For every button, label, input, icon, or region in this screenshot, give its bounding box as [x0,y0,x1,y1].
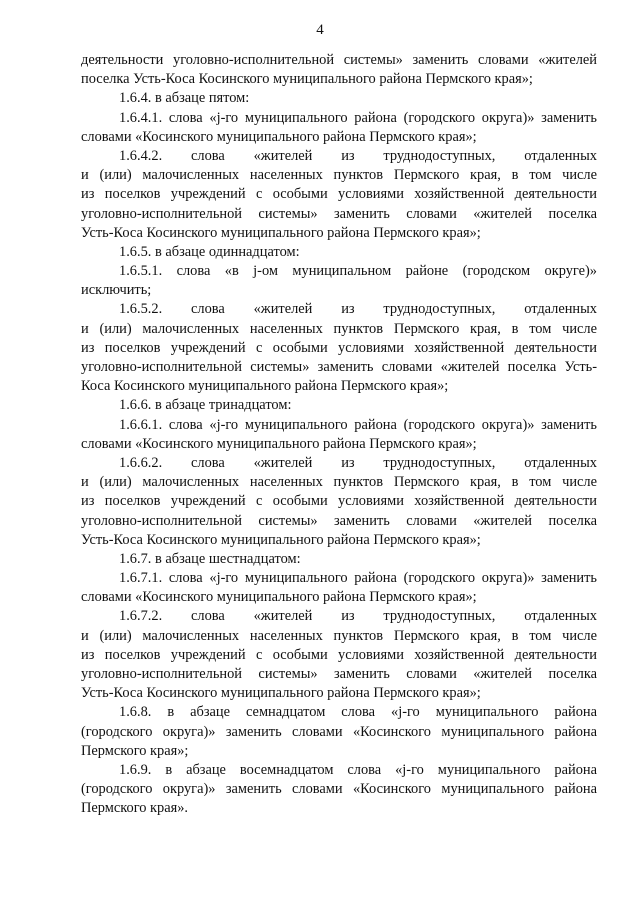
text-line: Усть-Коса Косинского муниципального района Пермского края»; [81,685,481,702]
text-line: и (или) малочисленных населенных пунктов Пермского края, в том числе [81,167,597,184]
text-line: 1.6.7.2. слова «жителей из труднодоступных, отдаленных [119,608,597,625]
text-line: и (или) малочисленных населенных пунктов Пермского края, в том числе [81,474,597,491]
text-line: из поселков учреждений с особыми условиями хозяйственной деятельности [81,186,597,203]
text-line: 1.6.6.2. слова «жителей из труднодоступных, отдаленных [119,454,597,471]
text-line: 1.6.4. в абзаце пятом: [119,90,250,107]
text-line: 1.6.7. в абзаце шестнадцатом: [119,550,301,567]
text-line: и (или) малочисленных населенных пунктов Пермского края, в том числе [81,627,597,644]
text-line: 1.6.7.1. слова «j-го муниципального района (городского округа)» заменить [119,570,597,587]
text-line: из поселков учреждений с особыми условиями хозяйственной деятельности [81,339,597,356]
text-line: Пермского края»; [81,742,189,759]
text-line: 1.6.9. в абзаце восемнадцатом слова «j-го муниципального района [119,761,597,778]
text-line: и (или) малочисленных населенных пунктов Пермского края, в том числе [81,320,597,337]
text-line: Усть-Коса Косинского муниципального района Пермского края»; [81,531,481,548]
document-body [81,51,597,819]
text-line: уголовно-исполнительной системы» заменить словами «жителей поселка Усть- [81,359,597,375]
text-line: уголовно-исполнительной системы» заменить словами «жителей поселка [81,666,597,682]
text-line: уголовно-исполнительной системы» заменить словами «жителей поселка [81,512,597,529]
page-number: 4 [316,22,324,38]
text-line: (городского округа)» заменить словами «Косинского муниципального района [81,781,597,798]
text-line: 1.6.5. в абзаце одиннадцатом: [119,243,300,260]
text-line: 1.6.4.2. слова «жителей из труднодоступных, отдаленных [119,147,597,164]
text-line: Коса Косинского муниципального района Пермского края»; [81,378,449,395]
text-line: 1.6.5.2. слова «жителей из труднодоступных, отдаленных [119,301,597,318]
text-line: 1.6.5.1. слова «в j-ом муниципальном районе (городском округе)» [119,263,597,280]
text-line: словами «Косинского муниципального района Пермского края»; [81,589,477,606]
text-line: 1.6.8. в абзаце семнадцатом слова «j-го муниципального района [119,704,597,721]
text-line: 1.6.4.1. слова «j-го муниципального района (городского округа)» заменить [119,109,597,126]
text-line: поселка Усть-Коса Косинского муниципального района Пермского края»; [81,71,533,88]
text-line: исключить; [81,282,152,299]
text-line: из поселков учреждений с особыми условиями хозяйственной деятельности [81,646,597,663]
text-line: 1.6.6. в абзаце тринадцатом: [119,397,292,414]
text-line: Пермского края». [81,800,189,817]
text-line: 1.6.6.1. слова «j-го муниципального района (городского округа)» заменить [119,416,597,433]
text-line: словами «Косинского муниципального района Пермского края»; [81,128,477,145]
text-line: деятельности уголовно-исполнительной системы» заменить словами «жителей [81,52,597,68]
text-line: из поселков учреждений с особыми условиями хозяйственной деятельности [81,493,597,510]
text-line: Усть-Коса Косинского муниципального района Пермского края»; [81,224,481,241]
text-line: словами «Косинского муниципального района Пермского края»; [81,435,477,452]
text-line: (городского округа)» заменить словами «Косинского муниципального района [81,723,597,740]
text-line: уголовно-исполнительной системы» заменить словами «жителей поселка [81,205,597,222]
